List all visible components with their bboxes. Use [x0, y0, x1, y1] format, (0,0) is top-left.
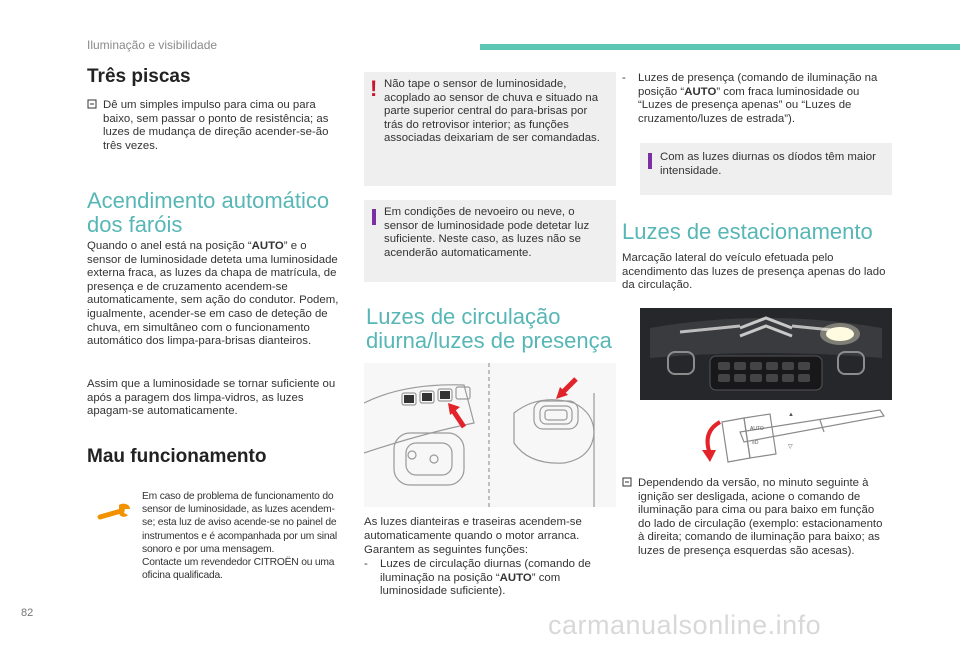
tres-piscas-bullet — [87, 99, 342, 153]
drl-list-item-2-text — [638, 72, 888, 126]
li2-auto-label: AUTO — [684, 85, 717, 98]
bullet-arrow-icon — [87, 99, 103, 153]
svg-text:≡D: ≡D — [752, 440, 759, 446]
wrench-icon — [97, 499, 133, 523]
drl-list-item-1-text — [380, 558, 614, 599]
svg-text:▲: ▲ — [788, 412, 794, 418]
drl-title-line2: diurna/luzes de presença — [366, 328, 612, 353]
acendimento-p1-post: ” e o sensor de luminosidade deteta uma luminosidade externa fraca, as luzes da chapa de matrícula, de presença e de cruzamento acendem-se automaticamente, sem ação do condutor. Podem, igualmente, acender-se em caso de deteção de chuva, em simultâneo com o funcionamento automático dos limpa-para-brisas dianteiros. — [87, 240, 339, 348]
drl-list-item-2 — [622, 72, 888, 126]
acendimento-title-line1: Acendimento automático — [87, 188, 330, 213]
red-arrow-icon — [448, 403, 464, 427]
estacionamento-bullet-text: Dependendo da versão, no minuto seguinte à ignição ser desligada, acione o comando de iluminação para cima ou para baixo em função do lado de circulação (exemplo: estacionamento à direita; comando de iluminação para baixo; as luzes de presença esquerdas são acesas). — [638, 477, 883, 557]
header-accent-bar — [480, 44, 960, 50]
drl-title — [366, 305, 612, 353]
bullet-arrow-icon — [622, 477, 638, 559]
info-icon — [648, 153, 652, 169]
mau-funcionamento-text — [142, 490, 338, 582]
info-box-diodos — [640, 143, 892, 195]
estacionamento-title: Luzes de estacionamento — [622, 219, 873, 244]
warning-text: Não tape o sensor de luminosidade, acoplado ao sensor de chuva e situado na parte superior central do para-brisas por trás do retrovisor interior; as funções associadas deixariam de ser comandadas. — [384, 78, 600, 145]
estacionamento-text: Marcação lateral do veículo efetuada pelo acendimento das luzes de presença apenas do lado da circulação. — [622, 252, 886, 292]
info-nevoeiro-text: Em condições de nevoeiro ou neve, o sensor de luminosidade pode detetar luz suficiente. Neste caso, as luzes não se acenderão automaticamente. — [384, 206, 590, 259]
watermark: carmanualsonline.info — [548, 610, 822, 640]
svg-text:▽: ▽ — [788, 444, 793, 450]
acendimento-title-line2: dos faróis — [87, 212, 183, 237]
acendimento-p1-pre: Quando o anel está na posição “ — [87, 240, 252, 252]
info-diodos-text: Com as luzes diurnas os díodos têm maior intensidade. — [660, 151, 876, 177]
estacionamento-bullet — [622, 477, 888, 559]
dashboard-switch-diagram — [364, 363, 616, 507]
li1-auto-label: AUTO — [499, 571, 532, 584]
drl-title-line1: Luzes de circulação — [366, 304, 561, 329]
warning-exclamation-icon: ! — [370, 76, 378, 101]
acendimento-paragraph-1 — [87, 240, 342, 349]
drl-illustration — [364, 363, 616, 507]
drl-paragraph-2: Garantem as seguintes funções: — [364, 544, 528, 556]
info-icon — [372, 209, 376, 225]
stalk-auto-label: AUTO — [750, 426, 764, 432]
mau-funcionamento-title: Mau funcionamento — [87, 446, 267, 467]
li2-post: ” com fraca luminosidade ou “Luzes de presença apenas” ou “Luzes de cruzamento/luzes de estrada”). — [638, 85, 860, 125]
li1-pre: Luzes de circulação diurnas (comando de iluminação na posição “ — [380, 558, 591, 584]
red-arrow-icon-2 — [556, 379, 576, 399]
page-number: 82 — [21, 607, 34, 619]
list-dash: - — [364, 558, 368, 570]
warning-box — [364, 72, 616, 186]
lighting-stalk-diagram — [640, 402, 892, 464]
mau-text-2: Contacte um revendedor CITROËN ou uma oficina qualificada. — [142, 557, 335, 582]
list-dash: - — [622, 72, 626, 84]
li2-pre: Luzes de presença (comando de iluminação na posição “ — [638, 72, 878, 98]
li1-post: ” com luminosidade suficiente). — [380, 571, 561, 598]
section-header: Iluminação e visibilidade — [87, 38, 218, 52]
tres-piscas-title: Três piscas — [87, 66, 191, 87]
auto-label: AUTO — [251, 240, 284, 252]
drl-paragraph-1: As luzes dianteiras e traseiras acendem-se automaticamente quando o motor arranca. — [364, 516, 582, 542]
acendimento-title — [87, 189, 329, 237]
drl-list-item-1 — [364, 558, 614, 599]
tres-piscas-text: Dê um simples impulso para cima ou para baixo, sem passar o ponto de resistência; as luzes de mudança de direção acender-se-ão três vezes. — [103, 99, 329, 152]
curved-red-arrow-icon — [702, 422, 720, 462]
mau-text-1: Em caso de problema de funcionamento do sensor de luminosidade, as luzes acendem-se; esta luz de aviso acende-se no painel de instrumentos e é acompanhada por um sinal sonoro e por uma mensagem. — [142, 491, 337, 555]
info-box-nevoeiro — [364, 200, 616, 282]
acendimento-paragraph-2: Assim que a luminosidade se tornar suficiente ou após a paragem dos limpa-vidros, as luzes apagam-se automaticamente. — [87, 378, 336, 418]
car-front-photo — [640, 308, 892, 400]
